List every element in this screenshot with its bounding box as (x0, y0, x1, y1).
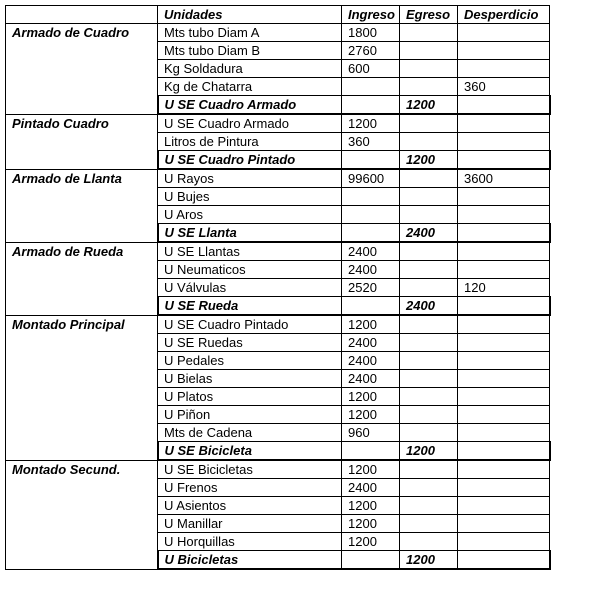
egreso-cell: 1200 (400, 151, 458, 170)
total-row (6, 297, 550, 316)
table-row (6, 24, 550, 42)
total-row (6, 151, 550, 170)
total-row (6, 442, 550, 461)
egreso-cell (400, 406, 458, 424)
table-row (6, 206, 550, 224)
unidad-cell: U Platos (158, 388, 342, 406)
egreso-cell (400, 261, 458, 279)
table-row (6, 352, 550, 370)
ingreso-cell: 2400 (342, 370, 400, 388)
egreso-cell (400, 42, 458, 60)
egreso-cell (400, 188, 458, 206)
stage-cell (6, 279, 158, 297)
table-row (6, 515, 550, 533)
production-table (5, 5, 551, 570)
egreso-cell (400, 279, 458, 297)
ingreso-cell: 1200 (342, 406, 400, 424)
desperdicio-cell (458, 206, 550, 224)
desperdicio-cell (458, 242, 550, 261)
table-row (6, 406, 550, 424)
table-row (6, 42, 550, 60)
unidad-cell: U SE Rueda (158, 297, 342, 316)
stage-cell (6, 261, 158, 279)
desperdicio-cell (458, 151, 550, 170)
unidad-cell: U Manillar (158, 515, 342, 533)
header-ingreso: Ingreso (342, 6, 400, 24)
unidad-cell: U Frenos (158, 479, 342, 497)
unidad-cell: U Piñon (158, 406, 342, 424)
stage-cell: Armado de Cuadro (6, 24, 158, 42)
desperdicio-cell (458, 133, 550, 151)
stage-cell (6, 352, 158, 370)
desperdicio-cell (458, 352, 550, 370)
unidad-cell: Mts de Cadena (158, 424, 342, 442)
total-row (6, 224, 550, 243)
egreso-cell (400, 169, 458, 188)
stage-cell (6, 188, 158, 206)
ingreso-cell (342, 224, 400, 243)
ingreso-cell (342, 442, 400, 461)
unidad-cell: Kg de Chatarra (158, 78, 342, 96)
ingreso-cell (342, 297, 400, 316)
stage-cell: Montado Secund. (6, 460, 158, 479)
stage-cell: Armado de Rueda (6, 242, 158, 261)
egreso-cell (400, 133, 458, 151)
egreso-cell (400, 388, 458, 406)
desperdicio-cell: 360 (458, 78, 550, 96)
egreso-cell (400, 60, 458, 78)
stage-cell (6, 96, 158, 115)
table-row (6, 169, 550, 188)
ingreso-cell: 960 (342, 424, 400, 442)
ingreso-cell: 360 (342, 133, 400, 151)
egreso-cell (400, 460, 458, 479)
ingreso-cell: 99600 (342, 169, 400, 188)
desperdicio-cell (458, 315, 550, 334)
egreso-cell: 1200 (400, 551, 458, 570)
unidad-cell: U SE Cuadro Armado (158, 96, 342, 115)
stage-cell (6, 515, 158, 533)
unidad-cell: U SE Bicicleta (158, 442, 342, 461)
unidad-cell: U Bielas (158, 370, 342, 388)
total-row (6, 96, 550, 115)
desperdicio-cell (458, 388, 550, 406)
egreso-cell (400, 515, 458, 533)
stage-cell (6, 442, 158, 461)
table-row (6, 315, 550, 334)
ingreso-cell: 2520 (342, 279, 400, 297)
ingreso-cell: 1200 (342, 460, 400, 479)
table-row (6, 370, 550, 388)
ingreso-cell: 600 (342, 60, 400, 78)
ingreso-cell: 2400 (342, 334, 400, 352)
ingreso-cell (342, 551, 400, 570)
desperdicio-cell (458, 334, 550, 352)
table-row (6, 114, 550, 133)
unidad-cell: U SE Cuadro Pintado (158, 151, 342, 170)
stage-cell (6, 424, 158, 442)
table-row (6, 479, 550, 497)
stage-cell (6, 406, 158, 424)
table-row (6, 424, 550, 442)
desperdicio-cell: 120 (458, 279, 550, 297)
egreso-cell (400, 24, 458, 42)
ingreso-cell: 2400 (342, 479, 400, 497)
ingreso-cell (342, 188, 400, 206)
egreso-cell (400, 497, 458, 515)
egreso-cell (400, 370, 458, 388)
unidad-cell: U Pedales (158, 352, 342, 370)
stage-cell (6, 334, 158, 352)
stage-cell (6, 297, 158, 316)
unidad-cell: Mts tubo Diam A (158, 24, 342, 42)
ingreso-cell: 2400 (342, 352, 400, 370)
egreso-cell (400, 479, 458, 497)
table-row (6, 78, 550, 96)
stage-cell (6, 388, 158, 406)
stage-cell (6, 551, 158, 570)
stage-cell: Montado Principal (6, 315, 158, 334)
stage-cell (6, 151, 158, 170)
egreso-cell (400, 334, 458, 352)
egreso-cell (400, 352, 458, 370)
unidad-cell: U Neumaticos (158, 261, 342, 279)
header-row (6, 6, 550, 24)
table-row (6, 334, 550, 352)
unidad-cell: Kg Soldadura (158, 60, 342, 78)
unidad-cell: U SE Cuadro Pintado (158, 315, 342, 334)
table-row (6, 188, 550, 206)
ingreso-cell: 1200 (342, 315, 400, 334)
table-row (6, 533, 550, 551)
stage-cell (6, 479, 158, 497)
stage-cell (6, 206, 158, 224)
desperdicio-cell (458, 297, 550, 316)
unidad-cell: U SE Llantas (158, 242, 342, 261)
table-row (6, 460, 550, 479)
desperdicio-cell (458, 188, 550, 206)
stage-cell: Armado de Llanta (6, 169, 158, 188)
stage-cell: Pintado Cuadro (6, 114, 158, 133)
ingreso-cell (342, 206, 400, 224)
unidad-cell: U SE Bicicletas (158, 460, 342, 479)
desperdicio-cell (458, 42, 550, 60)
total-row (6, 551, 550, 570)
unidad-cell: U Aros (158, 206, 342, 224)
egreso-cell (400, 114, 458, 133)
unidad-cell: Litros de Pintura (158, 133, 342, 151)
table-row (6, 388, 550, 406)
header-stage (6, 6, 158, 24)
egreso-cell: 1200 (400, 96, 458, 115)
desperdicio-cell (458, 515, 550, 533)
table-row (6, 261, 550, 279)
table-row (6, 279, 550, 297)
unidad-cell: U Válvulas (158, 279, 342, 297)
unidad-cell: Mts tubo Diam B (158, 42, 342, 60)
stage-cell (6, 78, 158, 96)
ingreso-cell: 1200 (342, 533, 400, 551)
table-row (6, 60, 550, 78)
unidad-cell: U Rayos (158, 169, 342, 188)
egreso-cell (400, 78, 458, 96)
stage-cell (6, 533, 158, 551)
stage-cell (6, 133, 158, 151)
unidad-cell: U SE Ruedas (158, 334, 342, 352)
desperdicio-cell (458, 497, 550, 515)
desperdicio-cell: 3600 (458, 169, 550, 188)
stage-cell (6, 497, 158, 515)
ingreso-cell: 2400 (342, 242, 400, 261)
table-row (6, 133, 550, 151)
ingreso-cell: 1200 (342, 497, 400, 515)
desperdicio-cell (458, 551, 550, 570)
unidad-cell: U SE Cuadro Armado (158, 114, 342, 133)
header-desperdicio: Desperdicio (458, 6, 550, 24)
desperdicio-cell (458, 460, 550, 479)
ingreso-cell (342, 96, 400, 115)
egreso-cell: 2400 (400, 297, 458, 316)
desperdicio-cell (458, 60, 550, 78)
desperdicio-cell (458, 406, 550, 424)
stage-cell (6, 224, 158, 243)
ingreso-cell: 2760 (342, 42, 400, 60)
stage-cell (6, 370, 158, 388)
table-body (6, 24, 550, 570)
stage-cell (6, 60, 158, 78)
desperdicio-cell (458, 224, 550, 243)
desperdicio-cell (458, 424, 550, 442)
ingreso-cell: 1200 (342, 515, 400, 533)
desperdicio-cell (458, 533, 550, 551)
ingreso-cell: 2400 (342, 261, 400, 279)
desperdicio-cell (458, 96, 550, 115)
desperdicio-cell (458, 114, 550, 133)
header-unidades: Unidades (158, 6, 342, 24)
ingreso-cell (342, 78, 400, 96)
egreso-cell (400, 533, 458, 551)
ingreso-cell: 1200 (342, 114, 400, 133)
egreso-cell (400, 206, 458, 224)
egreso-cell (400, 315, 458, 334)
egreso-cell: 1200 (400, 442, 458, 461)
unidad-cell: U SE Llanta (158, 224, 342, 243)
desperdicio-cell (458, 370, 550, 388)
desperdicio-cell (458, 261, 550, 279)
unidad-cell: U Bujes (158, 188, 342, 206)
ingreso-cell: 1800 (342, 24, 400, 42)
egreso-cell (400, 424, 458, 442)
desperdicio-cell (458, 479, 550, 497)
table-row (6, 242, 550, 261)
desperdicio-cell (458, 442, 550, 461)
unidad-cell: U Bicicletas (158, 551, 342, 570)
ingreso-cell: 1200 (342, 388, 400, 406)
unidad-cell: U Horquillas (158, 533, 342, 551)
table-row (6, 497, 550, 515)
egreso-cell: 2400 (400, 224, 458, 243)
stage-cell (6, 42, 158, 60)
unidad-cell: U Asientos (158, 497, 342, 515)
desperdicio-cell (458, 24, 550, 42)
ingreso-cell (342, 151, 400, 170)
egreso-cell (400, 242, 458, 261)
header-egreso: Egreso (400, 6, 458, 24)
